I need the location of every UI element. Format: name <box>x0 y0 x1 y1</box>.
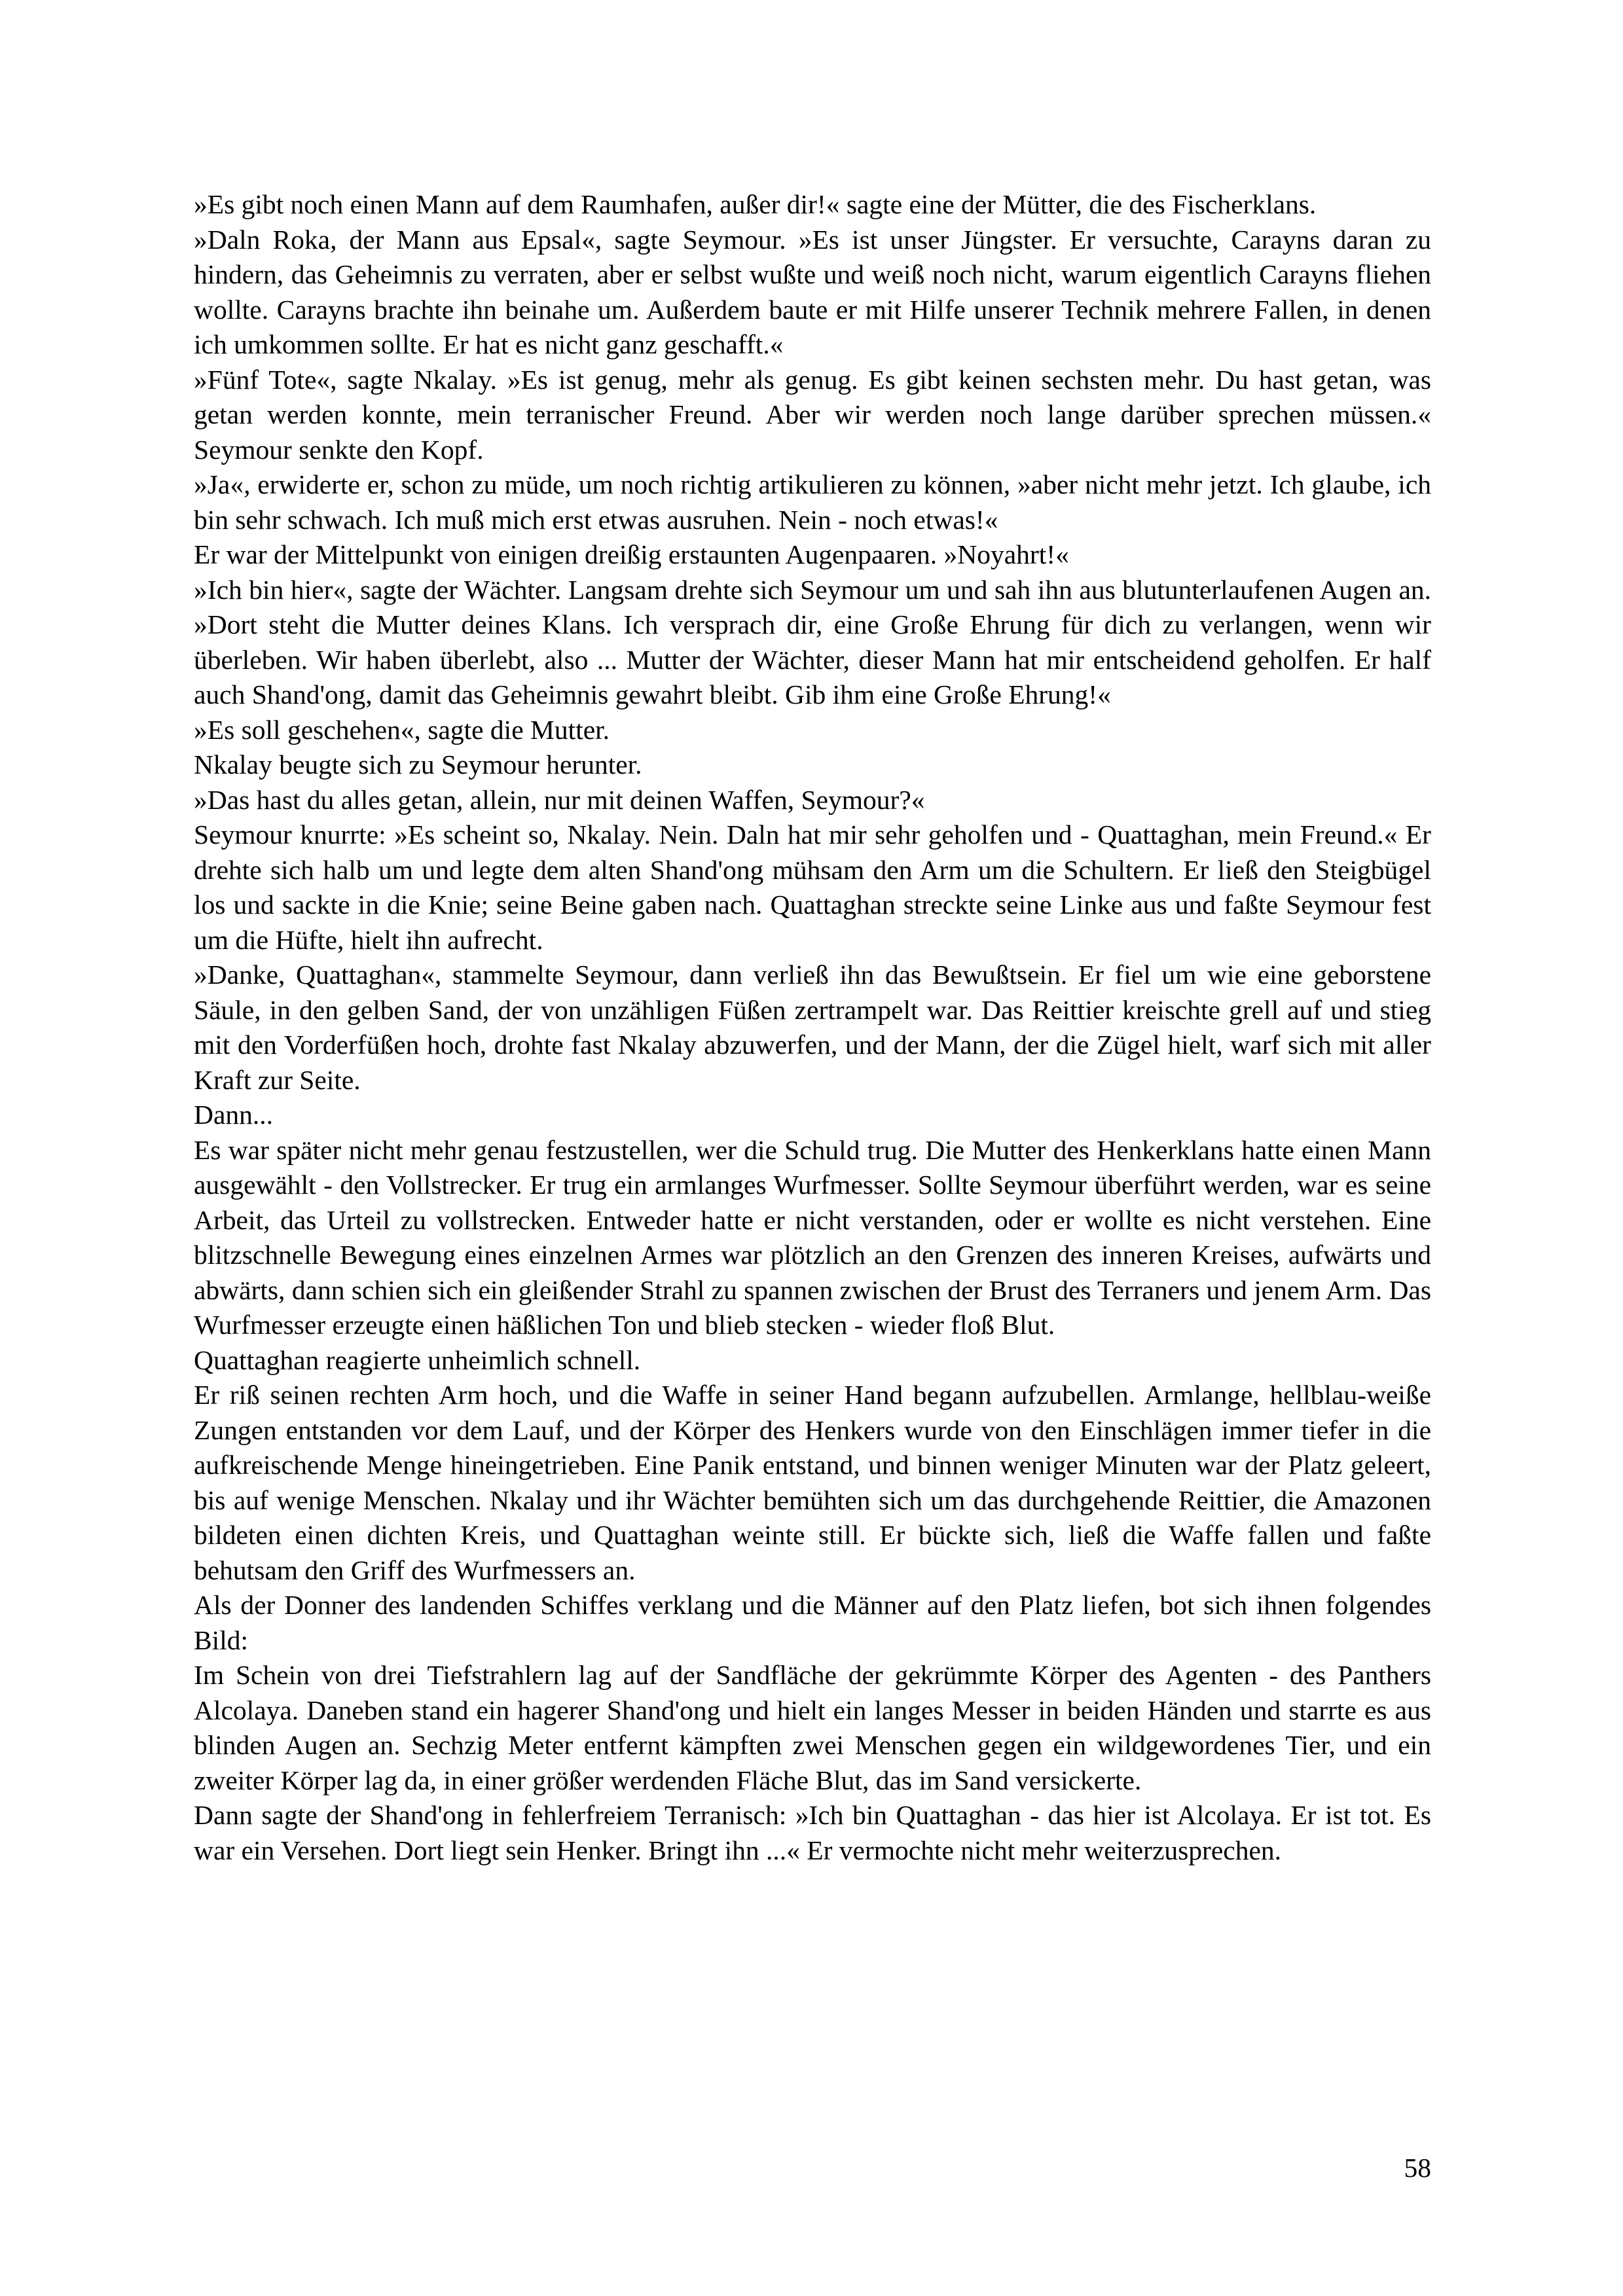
page-body <box>194 187 1431 1868</box>
paragraph-13: Es war später nicht mehr genau festzustellen, wer die Schuld trug. Die Mutter des Henkerklans hatte einen Mann ausgewählt - den Vollstrecker. Er trug ein armlanges Wurfmesser. Sollte Seymour überführt werden, war es seine Arbeit, das Urteil zu vollstrecken. Entweder hatte er nicht verstanden, oder er wollte es nicht verstehen. Eine blitzschnelle Bewegung eines einzelnen Armes war plötzlich an den Grenzen des inneren Kreises, aufwärts und abwärts, dann schien sich ein gleißender Strahl zu spannen zwischen der Brust des Terraners und jenem Arm. Das Wurfmesser erzeugte einen häßlichen Ton und blieb stecken - wieder floß Blut. <box>194 1134 1431 1340</box>
paragraph-8: Nkalay beugte sich zu Seymour herunter. <box>194 749 642 780</box>
paragraph-1: »Es gibt noch einen Mann auf dem Raumhafen, außer dir!« sagte eine der Mütter, die des Fischerklans. <box>194 189 1317 219</box>
paragraph-12: Dann... <box>194 1100 274 1130</box>
paragraph-4: »Ja«, erwiderte er, schon zu müde, um noch richtig artikulieren zu können, »aber nicht mehr jetzt. Ich glaube, ich bin sehr schwach. Ich muß mich erst etwas ausruhen. Nein - noch etwas!« <box>194 469 1431 535</box>
paragraph-17: Im Schein von drei Tiefstrahlern lag auf der Sandfläche der gekrümmte Körper des Agenten - des Panthers Alcolaya. Daneben stand ein hagerer Shand'ong und hielt ein langes Messer in beiden Händen und starrte es aus blinden Augen an. Sechzig Meter entfernt kämpften zwei Menschen gegen ein wildgewordenes Tier, und ein zweiter Körper lag da, in einer größer werdenden Fläche Blut, das im Sand versickerte. <box>194 1660 1431 1795</box>
paragraph-5: Er war der Mittelpunkt von einigen dreißig erstaunten Augenpaaren. »Noyahrt!« <box>194 539 1069 569</box>
paragraph-15: Er riß seinen rechten Arm hoch, und die Waffe in seiner Hand begann aufzubellen. Armlange, hellblau-weiße Zungen entstanden vor dem Lauf, und der Körper des Henkers wurde von den Einschlägen immer tiefer in die aufkreischende Menge hineingetrieben. Eine Panik entstand, und binnen weniger Minuten war der Platz geleert, bis auf wenige Menschen. Nkalay und ihr Wächter bemühten sich um das durchgehende Reittier, die Amazonen bildeten einen dichten Kreis, und Quattaghan weinte still. Er bückte sich, ließ die Waffe fallen und faßte behutsam den Griff des Wurfmessers an. <box>194 1380 1431 1585</box>
paragraph-10: Seymour knurrte: »Es scheint so, Nkalay. Nein. Daln hat mir sehr geholfen und - Quattaghan, mein Freund.« Er drehte sich halb um und legte dem alten Shand'ong mühsam den Arm um die Schultern. Er ließ den Steigbügel los und sackte in die Knie; seine Beine gaben nach. Quattaghan streckte seine Linke aus und faßte Seymour fest um die Hüfte, hielt ihn aufrecht. <box>194 819 1431 955</box>
paragraph-2: »Daln Roka, der Mann aus Epsal«, sagte Seymour. »Es ist unser Jüngster. Er versuchte, Carayns daran zu hindern, das Geheimnis zu verraten, aber er selbst wußte und weiß noch nicht, warum eigentlich Carayns fliehen wollte. Carayns brachte ihn beinahe um. Außerdem baute er mit Hilfe unserer Technik mehrere Fallen, in denen ich umkommen sollte. Er hat es nicht ganz geschafft.« <box>194 224 1431 359</box>
paragraph-16: Als der Donner des landenden Schiffes verklang und die Männer auf den Platz liefen, bot sich ihnen folgendes Bild: <box>194 1590 1431 1655</box>
paragraph-3: »Fünf Tote«, sagte Nkalay. »Es ist genug, mehr als genug. Es gibt keinen sechsten mehr. Du hast getan, was getan werden konnte, mein terranischer Freund. Aber wir werden noch lange darüber sprechen müssen.« Seymour senkte den Kopf. <box>194 364 1431 465</box>
paragraph-18: Dann sagte der Shand'ong in fehlerfreiem Terranisch: »Ich bin Quattaghan - das hier ist Alcolaya. Er ist tot. Es war ein Versehen. Dort liegt sein Henker. Bringt ihn ...« Er vermochte nicht mehr weiterzusprechen. <box>194 1800 1431 1865</box>
paragraph-7: »Es soll geschehen«, sagte die Mutter. <box>194 714 610 745</box>
paragraph-14: Quattaghan reagierte unheimlich schnell. <box>194 1344 641 1375</box>
paragraph-6: »Ich bin hier«, sagte der Wächter. Langsam drehte sich Seymour um und sah ihn aus blutunterlaufenen Augen an. »Dort steht die Mutter deines Klans. Ich versprach dir, eine Große Ehrung für dich zu verlangen, wenn wir überleben. Wir haben überlebt, also ... Mutter der Wächter, dieser Mann hat mir entscheidend geholfen. Er half auch Shand'ong, damit das Geheimnis gewahrt bleibt. Gib ihm eine Große Ehrung!« <box>194 574 1431 709</box>
page-number: 58 <box>1404 2153 1431 2183</box>
paragraph-11: »Danke, Quattaghan«, stammelte Seymour, dann verließ ihn das Bewußtsein. Er fiel um wie eine geborstene Säule, in den gelben Sand, der von unzähligen Füßen zertrampelt war. Das Reittier kreischte grell auf und stieg mit den Vorderfüßen hoch, drohte fast Nkalay abzuwerfen, und der Mann, der die Zügel hielt, warf sich mit aller Kraft zur Seite. <box>194 960 1431 1095</box>
paragraph-9: »Das hast du alles getan, allein, nur mit deinen Waffen, Seymour?« <box>194 784 925 815</box>
